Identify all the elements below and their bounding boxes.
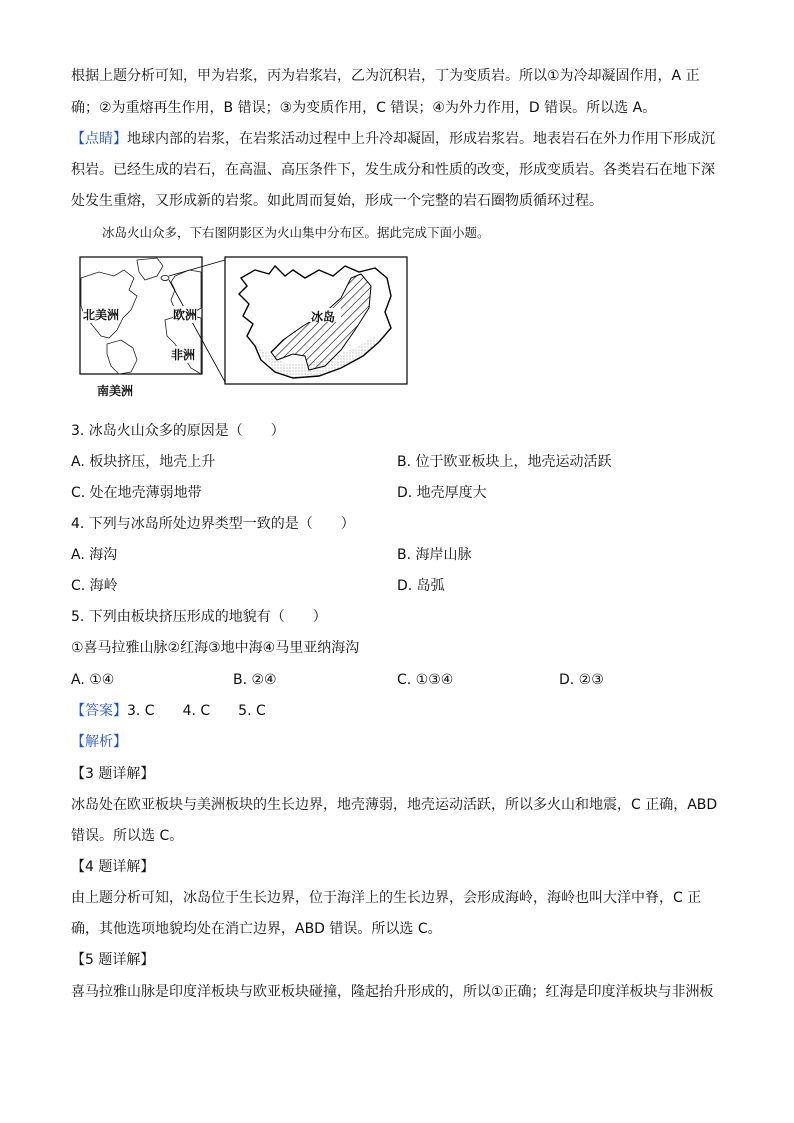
q3-option-a[interactable]: A. 板块挤压，地壳上升 xyxy=(71,454,216,470)
detail-5-line: 喜马拉雅山脉是印度洋板块与欧亚板块碰撞，隆起抬升形成的，所以①正确；红海是印度洋板块与非洲板 xyxy=(71,984,714,1000)
detail-4-line: 由上题分析可知，冰岛位于生长边界，位于海洋上的生长边界，会形成海岭，海岭也叫大洋中脊，C 正 xyxy=(71,890,702,906)
q4-option-a[interactable]: A. 海沟 xyxy=(71,547,118,563)
detail-4-line: 确，其他选项地貌均处在消亡边界，ABD 错误。所以选 C。 xyxy=(71,921,442,937)
q5-option-c[interactable]: C. ①③④ xyxy=(397,672,454,688)
question-intro: 冰岛火山众多，下右图阴影区为火山集中分布区。据此完成下面小题。 xyxy=(102,225,490,240)
paragraph-line: 确；②为重熔再生作用，B 错误；③为变质作用，C 错误；④为外力作用，D 错误。所以选 A。 xyxy=(71,100,657,116)
paragraph-text: 地球内部的岩浆，在岩浆活动过程中上升冷却凝固，形成岩浆岩。地表岩石在外力作用下形成沉 xyxy=(127,131,715,147)
analysis-tag: 【解析】 xyxy=(71,734,127,750)
answer-line xyxy=(71,701,266,721)
label-iceland: 冰岛 xyxy=(311,310,336,324)
detail-3-line: 冰岛处在欧亚板块与美洲板块的生长边界，地壳薄弱，地壳运动活跃，所以多火山和地震，C 正确，ABD xyxy=(71,797,718,813)
answer-text: 3. C 4. C 5. C xyxy=(127,703,266,719)
paragraph-line: 积岩。已经生成的岩石，在高温、高压条件下，发生成分和性质的改变，形成变质岩。各类岩石在地下深 xyxy=(71,162,715,178)
paragraph-line: 处发生重熔，又形成新的岩浆。如此周而复始，形成一个完整的岩石圈物质循环过程。 xyxy=(71,193,603,209)
q3-option-c[interactable]: C. 处在地壳薄弱地带 xyxy=(71,485,202,501)
detail-5-tag: 【5 题详解】 xyxy=(71,952,155,968)
q3-option-d[interactable]: D. 地壳厚度大 xyxy=(397,485,487,501)
q5-option-a[interactable]: A. ①④ xyxy=(71,672,115,688)
label-africa: 非洲 xyxy=(171,348,196,362)
q4-option-c[interactable]: C. 海岭 xyxy=(71,578,118,594)
question-5-stem: 5. 下列由板块挤压形成的地貌有（ ） xyxy=(71,609,327,625)
answer-tag: 【答案】 xyxy=(71,703,127,719)
paragraph-line xyxy=(71,129,715,149)
q5-option-d[interactable]: D. ②③ xyxy=(559,672,604,688)
iceland-small xyxy=(161,276,169,281)
label-europe: 欧洲 xyxy=(173,308,198,322)
q4-option-b[interactable]: B. 海岸山脉 xyxy=(397,547,472,563)
q4-option-d[interactable]: D. 岛弧 xyxy=(397,578,445,594)
detail-3-tag: 【3 题详解】 xyxy=(71,766,155,782)
detail-3-line: 错误。所以选 C。 xyxy=(71,828,184,844)
label-south-america: 南美洲 xyxy=(97,384,134,398)
question-4-stem: 4. 下列与冰岛所处边界类型一致的是（ ） xyxy=(71,516,355,532)
paragraph-line: 根据上题分析可知，甲为岩浆，丙为岩浆岩，乙为沉积岩，丁为变质岩。所以①为冷却凝固作用，A 正 xyxy=(71,68,700,84)
q3-option-b[interactable]: B. 位于欧亚板块上，地壳运动活跃 xyxy=(397,454,612,470)
question-3-stem: 3. 冰岛火山众多的原因是（ ） xyxy=(71,423,285,439)
map-svg xyxy=(79,256,409,386)
q5-option-b[interactable]: B. ②④ xyxy=(233,672,277,688)
label-north-america: 北美洲 xyxy=(83,308,120,322)
dianjing-tag: 【点睛】 xyxy=(71,131,127,147)
iceland-map-figure xyxy=(79,256,409,398)
question-5-items: ①喜马拉雅山脉②红海③地中海④马里亚纳海沟 xyxy=(71,640,360,656)
detail-4-tag: 【4 题详解】 xyxy=(71,859,155,875)
